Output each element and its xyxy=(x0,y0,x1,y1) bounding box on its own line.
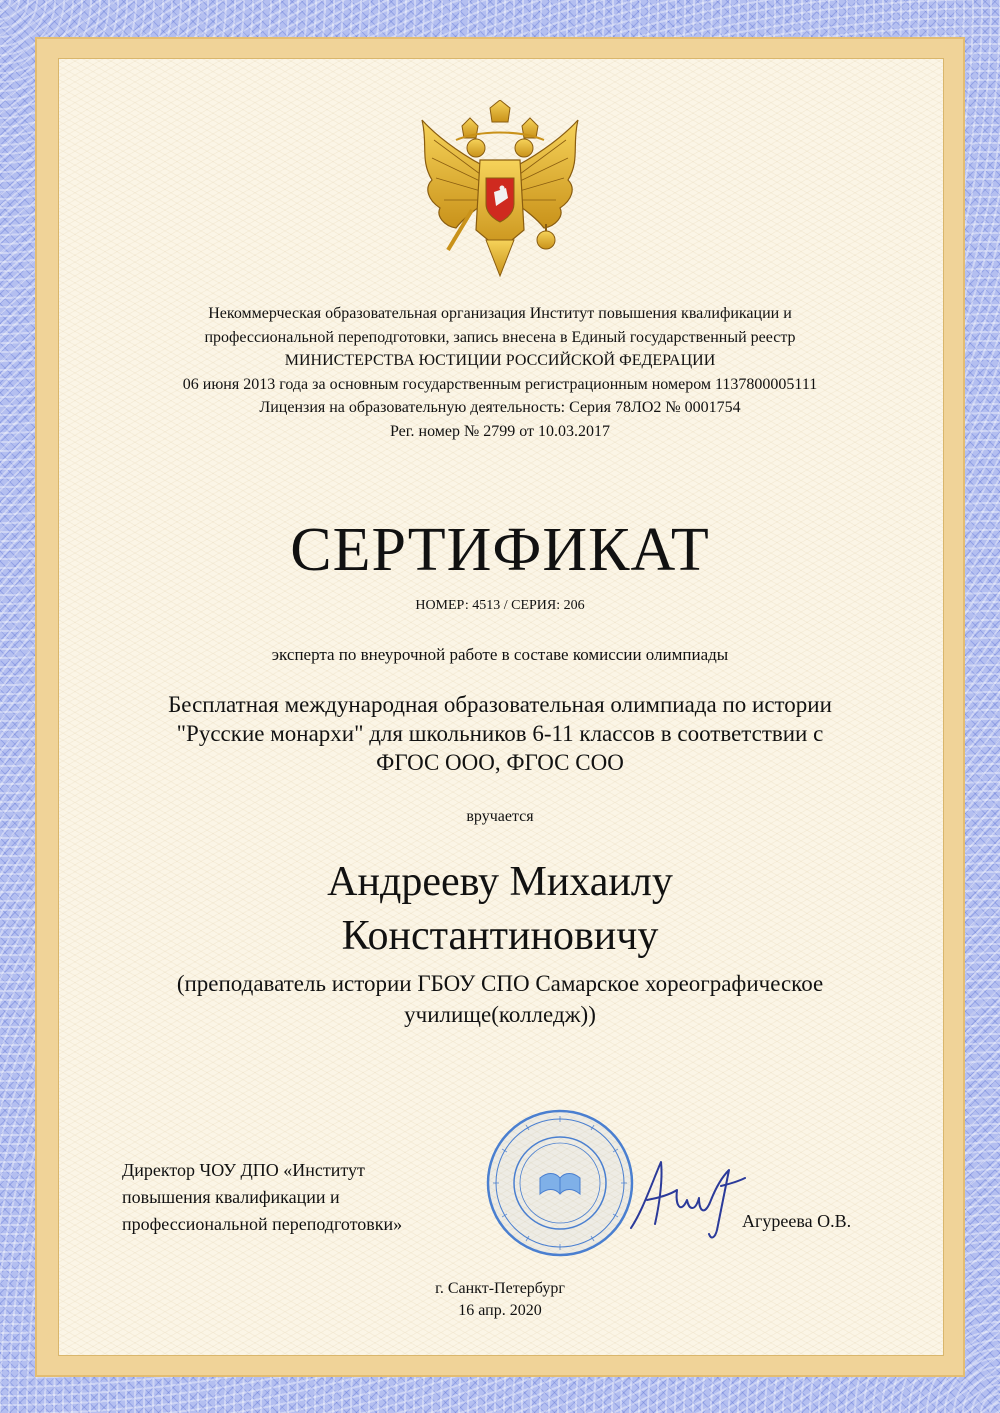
position-line-2: училище(колледж)) xyxy=(404,1002,596,1027)
certificate-number: НОМЕР: 4513 / СЕРИЯ: 206 xyxy=(415,598,585,613)
recipient-position xyxy=(0,968,1000,1030)
director-line-1: Директор ЧОУ ДПО «Институт xyxy=(122,1160,365,1180)
place-and-date xyxy=(0,1278,1000,1322)
organization-info xyxy=(0,302,1000,443)
coat-of-arms-icon xyxy=(410,100,590,290)
org-line-2: профессиональной переподготовки, запись внесена в Единый государственный реестр xyxy=(204,328,796,346)
org-line-5: Лицензия на образовательную деятельность: Серия 78ЛО2 № 0001754 xyxy=(259,399,741,416)
certificate-title: СЕРТИФИКАТ xyxy=(290,516,710,584)
olympiad-line-1: Бесплатная международная образовательная олимпиада по истории xyxy=(168,692,832,717)
awarded-label: вручается xyxy=(466,808,534,825)
signature-icon xyxy=(625,1150,750,1245)
signer-name: Агуреева О.В. xyxy=(742,1211,852,1231)
director-line-2: повышения квалификации и xyxy=(122,1187,340,1207)
org-line-4: 06 июня 2013 года за основным государственным регистрационным номером 1137800005111 xyxy=(182,375,818,393)
org-line-6: Рег. номер № 2799 от 10.03.2017 xyxy=(389,422,611,440)
org-line-3: МИНИСТЕРСТВА ЮСТИЦИИ РОССИЙСКОЙ ФЕДЕРАЦИИ xyxy=(284,352,716,369)
director-line-3: профессиональной переподготовки» xyxy=(122,1214,403,1234)
olympiad-line-3: ФГОС ООО, ФГОС СОО xyxy=(376,750,624,775)
issue-date: 16 апр. 2020 xyxy=(458,1302,542,1319)
certificate-role: эксперта по внеурочной работе в составе комиссии олимпиады xyxy=(271,645,729,664)
olympiad-line-2: "Русские монархи" для школьников 6-11 классов в соответствии с xyxy=(176,721,824,746)
org-line-1: Некоммерческая образовательная организация Институт повышения квалификации и xyxy=(208,305,792,322)
recipient-name xyxy=(0,855,1000,963)
position-line-1: (преподаватель истории ГБОУ СПО Самарское хореографическое xyxy=(176,971,824,996)
recipient-line-1: Андрееву Михаилу xyxy=(327,859,673,905)
official-stamp-icon xyxy=(485,1108,635,1258)
director-title xyxy=(122,1157,402,1238)
olympiad-description xyxy=(0,690,1000,777)
recipient-line-2: Константиновичу xyxy=(341,913,659,959)
city: г. Санкт-Петербург xyxy=(435,1280,565,1297)
